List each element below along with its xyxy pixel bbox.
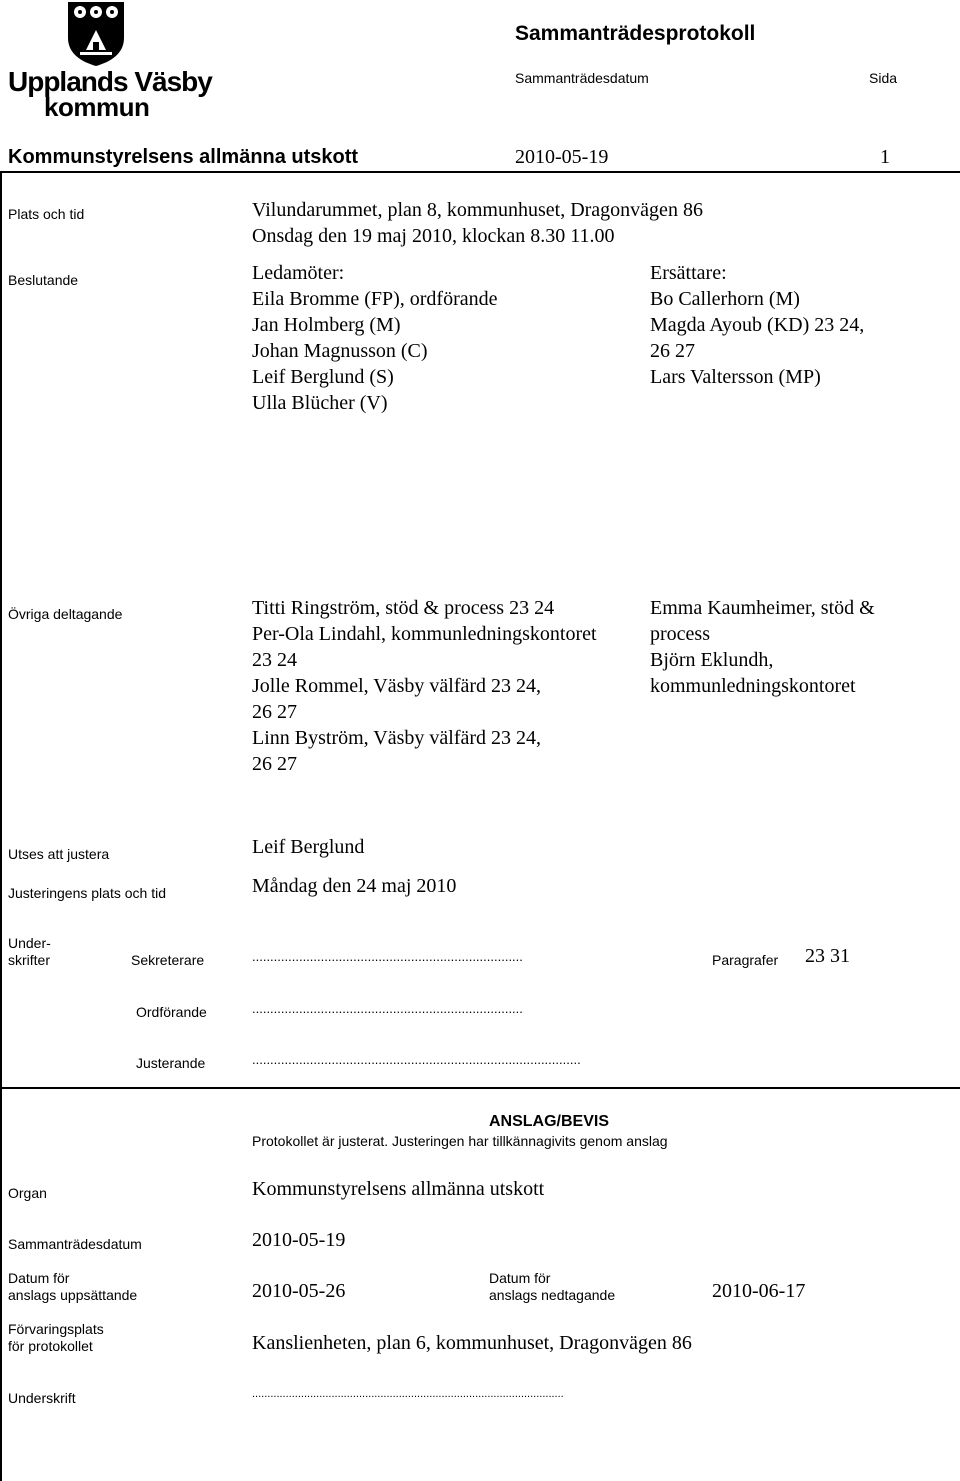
storage-value: Kanslienheten, plan 6, kommunhuset, Dragonvägen 86 <box>252 1332 692 1354</box>
member-item: Jan Holmberg (M) <box>252 314 401 336</box>
others-right-list <box>650 595 875 699</box>
secretary-label: Sekreterare <box>131 952 205 968</box>
page-header-label: Sida <box>869 70 898 86</box>
decision-label: Beslutande <box>8 272 79 288</box>
others-left-list <box>252 595 597 777</box>
removed-date-label-line2: anslags nedtagande <box>489 1287 616 1303</box>
others-label: Övriga deltagande <box>8 606 123 622</box>
substitute-item: Magda Ayoub (KD) 23 24, <box>650 314 865 336</box>
chair-signature-line[interactable]: ........................................................................... <box>252 1001 523 1016</box>
storage-label-line2: för protokollet <box>8 1338 93 1354</box>
document-title: Sammanträdesprotokoll <box>515 22 756 45</box>
signature-line[interactable]: ...................................................................................................... <box>252 1388 564 1400</box>
member-item: Johan Magnusson (C) <box>252 340 428 362</box>
frame-left-line <box>0 171 2 1089</box>
committee-name: Kommunstyrelsens allmänna utskott <box>8 146 359 168</box>
meeting-date-label: Sammanträdesdatum <box>8 1236 142 1252</box>
participant-item: Per-Ola Lindahl, kommunledningskontoret <box>252 623 597 645</box>
meeting-date: 2010-05-19 <box>515 146 609 168</box>
storage-label-line1: Förvaringsplats <box>8 1321 104 1337</box>
notice-left-line <box>0 1087 2 1481</box>
meeting-date-value: 2010-05-19 <box>252 1229 346 1251</box>
member-item: Eila Bromme (FP), ordförande <box>252 288 498 310</box>
paragraphs-value: 23 31 <box>805 945 850 967</box>
posted-date-value: 2010-05-26 <box>252 1280 346 1302</box>
frame-divider-line <box>0 1087 960 1089</box>
participant-item: 26 27 <box>252 753 297 775</box>
paragraphs-label: Paragrafer <box>712 952 779 968</box>
participant-item: 26 27 <box>252 701 297 723</box>
place-line: Vilundarummet, plan 8, kommunhuset, Dragonvägen 86 <box>252 199 703 221</box>
place-label: Plats och tid <box>8 206 85 222</box>
removed-date-value: 2010-06-17 <box>712 1280 806 1302</box>
notice-intro: Protokollet är justerat. Justeringen har tillkännagivits genom anslag <box>252 1133 668 1149</box>
substitute-item: 26 27 <box>650 340 695 362</box>
coat-of-arms-icon <box>66 0 126 66</box>
members-list <box>252 260 498 416</box>
meeting-date-header-label: Sammanträdesdatum <box>515 70 649 86</box>
page-number: 1 <box>880 146 890 168</box>
participant-item: kommunledningskontoret <box>650 675 856 697</box>
participant-item: Titti Ringström, stöd & process 23 24 <box>252 597 555 619</box>
signatures-label-line2: skrifter <box>8 952 50 968</box>
adjust-place-label: Justeringens plats och tid <box>8 885 166 901</box>
adjuster-signature-line[interactable]: ........................................................................................... <box>252 1052 581 1067</box>
participant-item: Björn Eklundh, <box>650 649 774 671</box>
place-lines <box>252 197 703 249</box>
substitute-item: Bo Callerhorn (M) <box>650 288 800 310</box>
logo-text-line2: kommun <box>44 92 150 122</box>
participant-item: 23 24 <box>252 649 297 671</box>
adjust-place-value: Måndag den 24 maj 2010 <box>252 875 457 897</box>
municipality-logo <box>8 0 212 122</box>
removed-date-label-line1: Datum för <box>489 1270 551 1286</box>
chair-label: Ordförande <box>136 1004 207 1020</box>
notice-title: ANSLAG/BEVIS <box>489 1113 610 1130</box>
secretary-signature-line[interactable]: ........................................................................... <box>252 949 523 964</box>
organ-label: Organ <box>8 1185 47 1201</box>
participant-item: Linn Byström, Väsby välfärd 23 24, <box>252 727 542 749</box>
frame-top-line <box>0 171 960 173</box>
posted-date-label-line1: Datum för <box>8 1270 70 1286</box>
participant-item: Emma Kaumheimer, stöd & <box>650 597 875 619</box>
signature-label: Underskrift <box>8 1390 76 1406</box>
participant-item: Jolle Rommel, Väsby välfärd 23 24, <box>252 675 542 697</box>
members-heading: Ledamöter: <box>252 262 345 284</box>
substitutes-list <box>650 260 864 390</box>
organ-value: Kommunstyrelsens allmänna utskott <box>252 1178 545 1200</box>
substitute-item: Lars Valtersson (MP) <box>650 366 821 388</box>
signatures-label-line1: Under- <box>8 935 51 951</box>
logo-text-line1: Upplands Väsby <box>8 66 212 97</box>
time-line: Onsdag den 19 maj 2010, klockan 8.30 11.00 <box>252 225 615 247</box>
substitutes-heading: Ersättare: <box>650 262 727 284</box>
adjuster-label: Utses att justera <box>8 846 110 862</box>
adjuster-sign-label: Justerande <box>136 1055 206 1071</box>
participant-item: process <box>650 623 710 645</box>
member-item: Ulla Blücher (V) <box>252 392 388 414</box>
member-item: Leif Berglund (S) <box>252 366 394 388</box>
adjuster-name: Leif Berglund <box>252 836 365 858</box>
posted-date-label-line2: anslags uppsättande <box>8 1287 138 1303</box>
